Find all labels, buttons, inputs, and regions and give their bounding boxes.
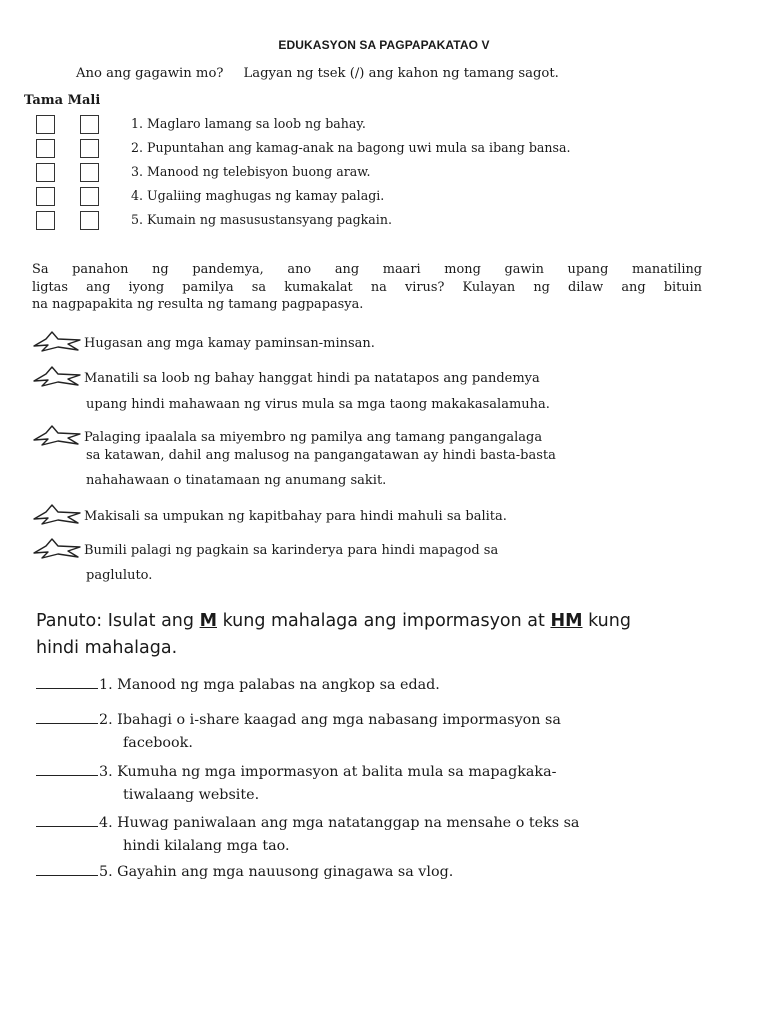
mali-label: Mali [67, 93, 101, 108]
tama-checkbox[interactable] [36, 211, 55, 230]
panuto-text: kung mahalaga ang impormasyon at [217, 611, 551, 631]
mali-checkbox[interactable] [80, 115, 99, 134]
star-option-text: nahahawaan o tinatamaan ng anumang sakit. [86, 473, 387, 488]
tama-checkbox[interactable] [36, 163, 55, 182]
star-icon[interactable] [32, 503, 84, 525]
star-option-text: Bumili palagi ng pagkain sa karinderya para hindi mapagod sa [84, 543, 499, 558]
section3-item [36, 711, 561, 728]
mali-checkbox[interactable] [80, 163, 99, 182]
star-icon[interactable] [32, 537, 84, 559]
panuto-text: Panuto: Isulat ang [36, 611, 200, 631]
star-option-text: Manatili sa loob ng bahay hanggat hindi pa natatapos ang pandemya [84, 371, 540, 386]
hm-code: HM [550, 611, 583, 631]
section3-item [36, 763, 556, 780]
mali-checkbox[interactable] [80, 187, 99, 206]
section3-item [36, 863, 453, 880]
answer-blank[interactable] [36, 676, 98, 689]
section3-item-text: facebook. [123, 735, 193, 751]
section1-item-text: 1. Maglaro lamang sa loob ng bahay. [131, 116, 366, 131]
section1-item-text: 4. Ugaliing maghugas ng kamay palagi. [131, 188, 385, 203]
section3-item-text: hindi kilalang mga tao. [123, 838, 290, 854]
answer-blank[interactable] [36, 711, 98, 724]
mali-checkbox[interactable] [80, 139, 99, 158]
section3-item [36, 676, 440, 693]
answer-blank[interactable] [36, 863, 98, 876]
section3-item-text: 4. Huwag paniwalaan ang mga natatanggap na mensahe o teks sa [99, 815, 580, 831]
tama-mali-header [24, 93, 100, 108]
page-title: EDUKASYON SA PAGPAPAKATAO V [278, 38, 490, 52]
section1-item-text: 3. Manood ng telebisyon buong araw. [131, 164, 371, 179]
section3-item-text: tiwalaang website. [123, 787, 260, 803]
section2-prompt-line: ligtas ang iyong pamilya sa kumakalat na virus? Kulayan ng dilaw ang bituin [32, 279, 702, 295]
star-icon[interactable] [32, 365, 84, 387]
star-option-text: sa katawan, dahil ang malusog na pangangatawan ay hindi basta-basta [86, 448, 556, 463]
section2-prompt-line: Sa panahon ng pandemya, ano ang maari mong gawin upang manatiling [32, 262, 702, 277]
section3-item-text: 3. Kumuha ng mga impormasyon at balita mula sa mapagkaka- [99, 764, 557, 780]
star-option-text: pagluluto. [86, 568, 153, 583]
section2-prompt-line: na nagpapakita ng resulta ng tamang pagpapasya. [32, 297, 364, 312]
star-option-text: Makisali sa umpukan ng kapitbahay para hindi mahuli sa balita. [84, 509, 507, 524]
panuto-text: hindi mahalaga. [36, 638, 178, 658]
tama-label: Tama [24, 93, 64, 108]
m-code: M [199, 611, 217, 631]
tama-checkbox[interactable] [36, 115, 55, 134]
tama-checkbox[interactable] [36, 139, 55, 158]
section1-question: Ano ang gagawin mo? [76, 66, 224, 81]
answer-blank[interactable] [36, 763, 98, 776]
section3-instruction [36, 608, 706, 662]
section2-prompt [32, 261, 702, 314]
star-icon[interactable] [32, 330, 84, 352]
panuto-text: kung [582, 611, 631, 631]
star-option-text: Palaging ipaalala sa miyembro ng pamilya ang tamang pangangalaga [84, 430, 543, 445]
answer-blank[interactable] [36, 814, 98, 827]
section3-item [36, 814, 579, 831]
section1-directions: Lagyan ng tsek (/) ang kahon ng tamang sagot. [243, 66, 559, 81]
section3-item-text: 2. Ibahagi o i-share kaagad ang mga nabasang impormasyon sa [99, 712, 561, 728]
section1-item-text: 2. Pupuntahan ang kamag-anak na bagong uwi mula sa ibang bansa. [131, 140, 571, 155]
section3-item-text: 1. Manood ng mga palabas na angkop sa edad. [99, 677, 440, 693]
section1-instruction [76, 66, 559, 81]
mali-checkbox[interactable] [80, 211, 99, 230]
star-icon[interactable] [32, 424, 84, 446]
section3-item-text: 5. Gayahin ang mga nauusong ginagawa sa vlog. [99, 864, 454, 880]
star-option-text: upang hindi mahawaan ng virus mula sa mga taong makakasalamuha. [86, 397, 550, 412]
star-option-text: Hugasan ang mga kamay paminsan-minsan. [84, 336, 375, 351]
tama-checkbox[interactable] [36, 187, 55, 206]
section1-item-text: 5. Kumain ng masusustansyang pagkain. [131, 212, 392, 227]
